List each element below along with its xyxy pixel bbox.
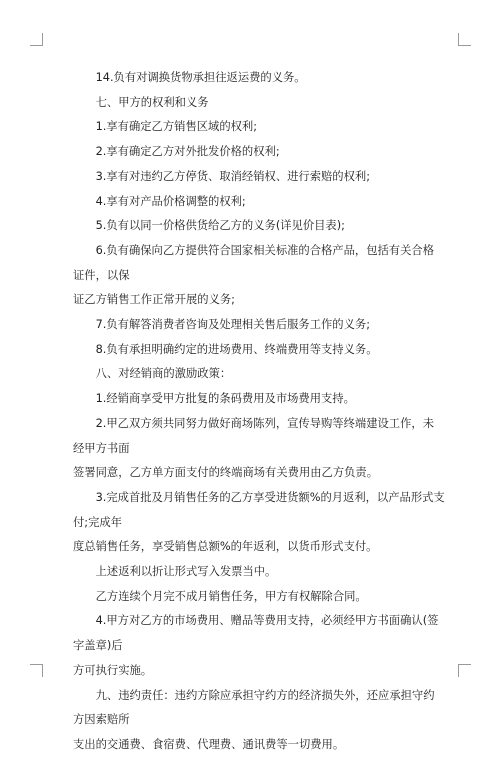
- clause-7-1: 1.享有确定乙方销售区域的权利;: [95, 120, 258, 134]
- section-9-cont: 支出的交通费、食宿费、代理费、通讯费等一切费用。: [73, 737, 345, 751]
- clause-7-2: 2.享有确定乙方对外批发价格的权利;: [95, 145, 280, 159]
- clause-7-6: 6.负有确保向乙方提供符合国家相关标准的合格产品，包括有关合格证件，以保: [73, 243, 434, 282]
- crop-mark-bottom-left: [30, 664, 43, 677]
- crop-mark-top-left: [30, 33, 43, 46]
- clause-7-6-cont: 证乙方销售工作正常开展的义务;: [73, 293, 235, 307]
- clause-7-5: 5.负有以同一价格供货给乙方的义务(详见价目表);: [95, 219, 345, 233]
- clause-8-3-cont: 度总销售任务，享受销售总额%的年返利，以货币形式支付。: [73, 540, 378, 554]
- clause-8-4-cont: 方可执行实施。: [73, 663, 153, 677]
- clause-8-2: 2.甲乙双方须共同努力做好商场陈列，宣传导购等终端建设工作，未经甲方书面: [73, 416, 434, 455]
- clause-8-2-cont: 签署同意，乙方单方面支付的终端商场有关费用由乙方负责。: [73, 466, 379, 480]
- crop-mark-bottom-right: [458, 664, 471, 677]
- clause-7-4: 4.享有对产品价格调整的权利;: [95, 194, 246, 208]
- document-body: [73, 66, 445, 758]
- clause-7-8: 8.负有承担明确约定的进场费用、终端费用等支持义务。: [95, 342, 378, 356]
- clause-8-4: 4.甲方对乙方的市场费用、赠品等费用支持，必须经甲方书面确认(签字盖章)后: [73, 614, 439, 653]
- clause-8-1: 1.经销商享受甲方批复的条码费用及市场费用支持。: [95, 392, 355, 406]
- rebate-note: 上述返利以折让形式写入发票当中。: [95, 565, 277, 579]
- clause-7-3: 3.享有对违约乙方停货、取消经销权、进行索赔的权利;: [95, 169, 371, 183]
- clause-8-3: 3.完成首批及月销售任务的乙方享受进货额%的月返利，以产品形式支付;完成年: [73, 490, 445, 529]
- section-7-heading: 七、甲方的权利和义务: [95, 95, 209, 109]
- section-9-heading: 九、违约责任：违约方除应承担守约方的经济损失外，还应承担守约方因索赔所: [73, 688, 435, 727]
- section-8-heading: 八、对经销商的激励政策：: [95, 367, 232, 381]
- termination-note: 乙方连续个月完不成月销售任务，甲方有权解除合同。: [95, 589, 367, 603]
- crop-mark-top-right: [458, 33, 471, 46]
- clause-7-7: 7.负有解答消费者咨询及处理相关售后服务工作的义务;: [95, 318, 371, 332]
- clause-14: 14.负有对调换货物承担往返运费的义务。: [95, 71, 306, 84]
